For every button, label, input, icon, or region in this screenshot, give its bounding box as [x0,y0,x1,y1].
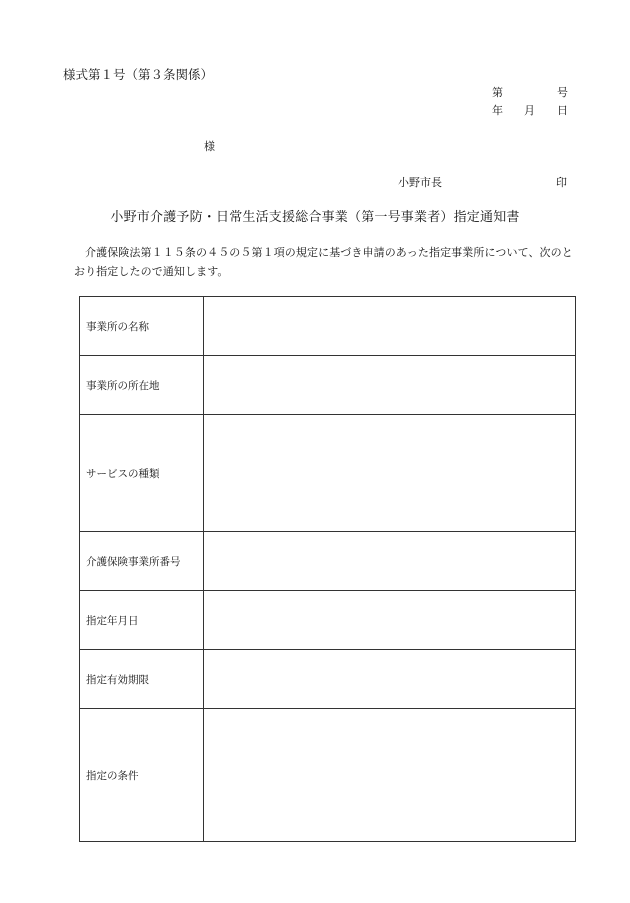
row-value-valid-until [204,650,576,709]
row-value-service-type [204,415,576,532]
table-row [80,591,576,650]
table-row [80,356,576,415]
table-row [80,709,576,842]
issuer-name: 小野市長 [398,176,442,189]
addressee-honorific: 様 [204,140,215,153]
row-label-service-type: サービスの種類 [80,415,204,532]
row-label-designation-date: 指定年月日 [80,591,204,650]
row-value-conditions [204,709,576,842]
row-label-office-name: 事業所の名称 [80,297,204,356]
document-title: 小野市介護予防・日常生活支援総合事業（第一号事業者）指定通知書 [110,210,520,225]
table-row [80,532,576,591]
row-value-office-number [204,532,576,591]
seal-mark: 印 [556,176,567,189]
designation-details-table [79,296,576,842]
row-label-conditions: 指定の条件 [80,709,204,842]
row-label-valid-until: 指定有効期限 [80,650,204,709]
date-day-label: 日 [557,104,568,117]
document-number-suffix: 号 [557,86,568,99]
row-value-office-name [204,297,576,356]
date-month-label: 月 [524,104,535,117]
row-value-designation-date [204,591,576,650]
notice-body: 介護保険法第１１５条の４５の５第１項の規定に基づき申請のあった指定事業所について、次のとおり指定したので通知します。 [74,246,573,278]
table-row [80,415,576,532]
row-value-office-address [204,356,576,415]
document-number-prefix: 第 [492,86,503,99]
table-row [80,297,576,356]
row-label-office-address: 事業所の所在地 [80,356,204,415]
form-number: 様式第１号（第３条関係） [63,67,214,82]
row-label-office-number: 介護保険事業所番号 [80,532,204,591]
table-row [80,650,576,709]
date-year-label: 年 [492,104,503,117]
